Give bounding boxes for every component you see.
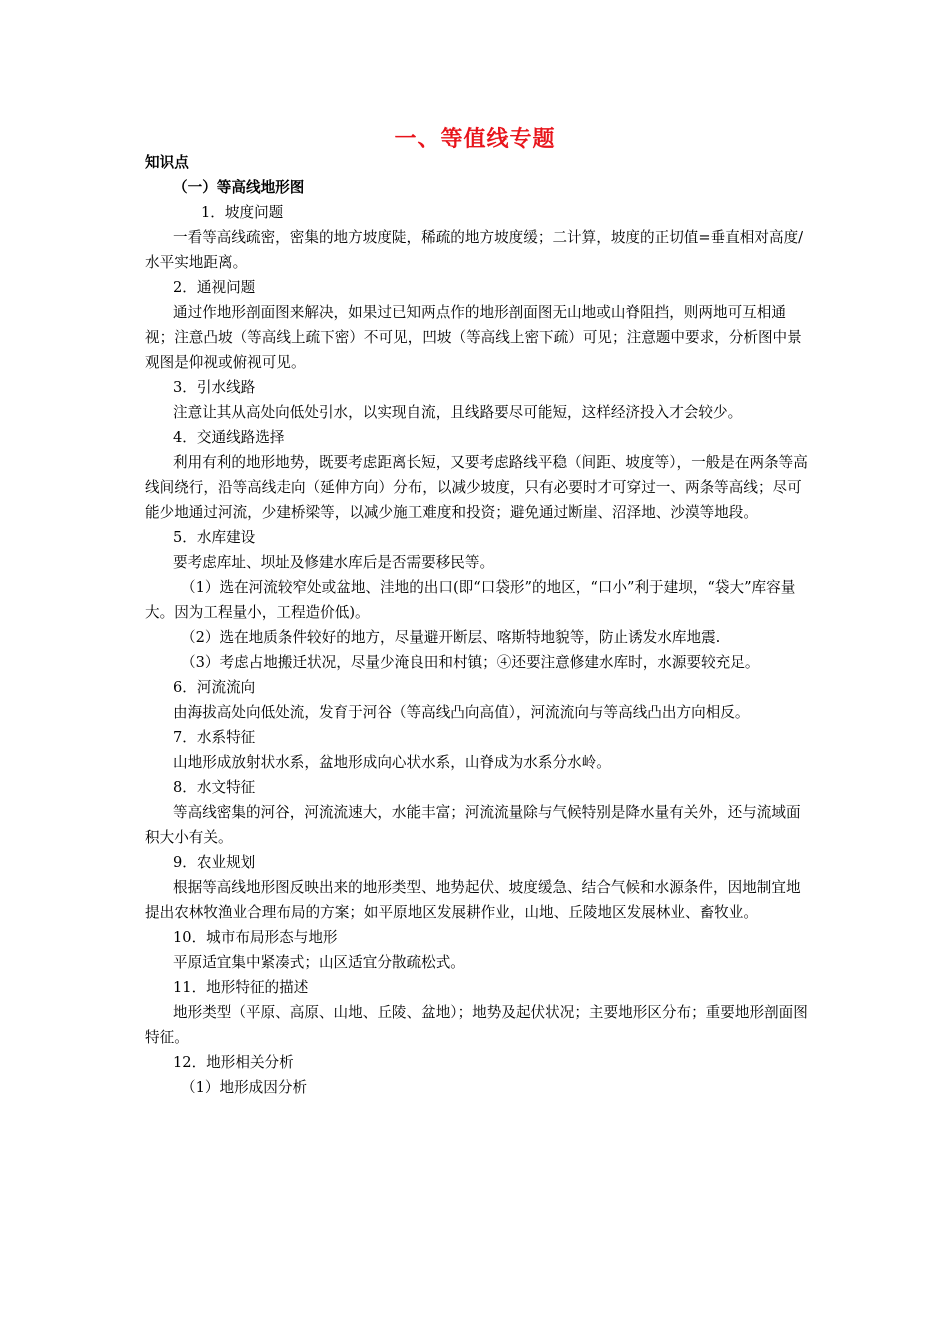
item-body: 一看等高线疏密，密集的地方坡度陡，稀疏的地方坡度缓；二计算，坡度的正切值=垂直相对高度/水平实地距离。 [145,229,804,271]
item-heading: 2．通视问题 [173,279,256,296]
reservoir-point: （2）选在地质条件较好的地方，尽量避开断层、喀斯特地貌等，防止诱发水库地震. [181,629,721,646]
item-body: 根据等高线地形图反映出来的地形类型、地势起伏、坡度缓急、结合气候和水源条件，因地制宜地提出农林牧渔业合理布局的方案；如平原地区发展耕作业，山地、丘陵地区发展林业、畜牧业。 [145,879,801,921]
item-heading: 1．坡度问题 [201,204,284,221]
item-heading: 8．水文特征 [173,779,256,796]
item-body: 要考虑库址、坝址及修建水库后是否需要移民等。 [173,554,495,571]
item-heading: 5．水库建设 [173,529,256,546]
item-heading: 4．交通线路选择 [173,429,285,446]
item-heading: 7．水系特征 [173,729,256,746]
page-title: 一、等值线专题 [394,127,556,152]
reservoir-point: （3）考虑占地搬迁状况，尽量少淹良田和村镇；④还要注意修建水库时，水源要较充足。 [181,654,760,671]
document-body [145,150,810,1100]
item-body: 利用有利的地形地势，既要考虑距离长短，又要考虑路线平稳（间距、坡度等），一般是在两条等高线间绕行，沿等高线走向（延伸方向）分布，以减少坡度，只有必要时才可穿过一、两条等高线；尽可能少地通过河流，少建桥梁等，以减少施工难度和投资；避免通过断崖、沼泽地、沙漠等地段。 [145,454,808,521]
item-heading: 9．农业规划 [173,854,256,871]
item-heading: 6．河流流向 [173,679,256,696]
knowledge-label: 知识点 [145,154,189,171]
item-heading: 10．城市布局形态与地形 [173,929,338,946]
item-heading: 3．引水线路 [173,379,256,396]
item-body: 通过作地形剖面图来解决，如果过已知两点作的地形剖面图无山地或山脊阻挡，则两地可互相通视；注意凸坡（等高线上疏下密）不可见，凹坡（等高线上密下疏）可见；注意题中要求，分析图中景观图是仰视或俯视可见。 [145,304,802,371]
item-body: 由海拔高处向低处流，发育于河谷（等高线凸向高值），河流流向与等高线凸出方向相反。 [173,704,750,721]
item-body: 地形类型（平原、高原、山地、丘陵、盆地）；地势及起伏状况；主要地形区分布；重要地形剖面图特征。 [145,1004,808,1046]
item-heading: 11．地形特征的描述 [173,979,309,996]
item-heading: 12．地形相关分析 [173,1054,294,1071]
section-title: （一）等高线地形图 [173,179,305,196]
item-body: 等高线密集的河谷，河流流速大，水能丰富；河流流量除与气候特别是降水量有关外，还与流域面积大小有关。 [145,804,801,846]
item-body: 平原适宜集中紧凑式；山区适宜分散疏松式。 [173,954,465,971]
item-body: 注意让其从高处向低处引水，以实现自流，且线路要尽可能短，这样经济投入才会较少。 [173,404,743,421]
reservoir-point: （1）选在河流较窄处或盆地、洼地的出口(即“口袋形”的地区，“口小”利于建坝，“袋大”库容量大。因为工程量小，工程造价低)。 [145,579,796,621]
item-body: 山地形成放射状水系，盆地形成向心状水系，山脊成为水系分水岭。 [173,754,611,771]
analysis-point: （1）地形成因分析 [181,1079,308,1096]
